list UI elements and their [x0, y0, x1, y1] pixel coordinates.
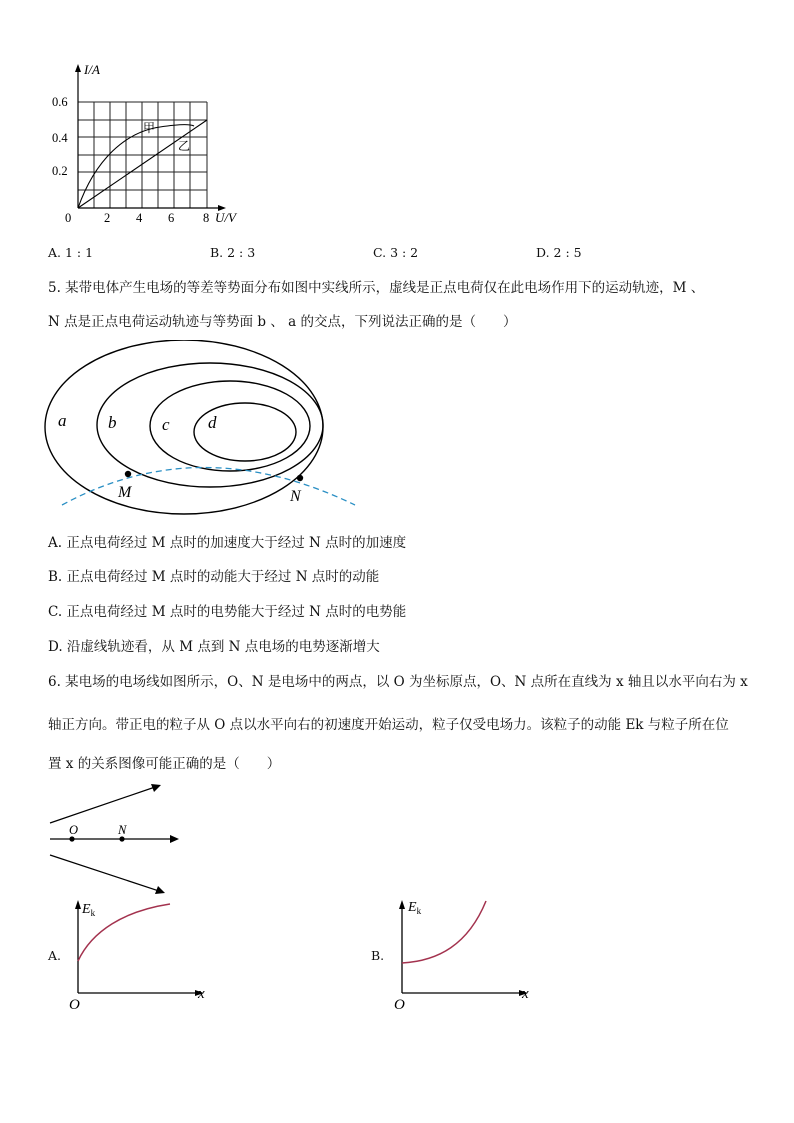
label-b: b — [108, 413, 117, 432]
q5-option-b[interactable]: B. 正点电荷经过 M 点时的动能大于经过 N 点时的动能 — [48, 569, 380, 585]
x-label-a: x — [198, 986, 205, 1002]
curve-label-yi: 乙 — [178, 139, 191, 153]
label-o: O — [69, 823, 79, 837]
equipotential-figure — [40, 340, 380, 520]
q6-stem-line1: 6. 某电场的电场线如图所示，O、N 是电场中的两点，以 O 为坐标原点，O、N 点所在直线为 x 轴且以水平向右为 x — [48, 674, 748, 690]
q5-option-c[interactable]: C. 正点电荷经过 M 点时的电势能大于经过 N 点时的电势能 — [48, 604, 407, 620]
label-m: M — [118, 484, 132, 501]
q5-stem-line1: 5. 某带电体产生电场的等差等势面分布如图中实线所示，虚线是正点电荷仅在此电场作用下的运动轨迹，M 、 — [48, 280, 705, 296]
label-a: a — [58, 411, 67, 430]
point-m — [125, 471, 131, 477]
label-c: c — [162, 415, 170, 434]
label-d: d — [208, 413, 217, 432]
point-o — [69, 836, 74, 841]
option-a[interactable]: A. 1 : 1 — [48, 245, 94, 260]
svg-text:I/A — [83, 62, 100, 77]
y-axis-label: I/A — [84, 62, 100, 77]
option-d[interactable]: D. 2 : 5 — [536, 245, 582, 260]
q6-option-b-label[interactable]: B. — [371, 948, 385, 963]
y-tick: 0.2 — [52, 164, 68, 178]
point-n — [297, 475, 303, 481]
option-b[interactable]: B. 2 : 3 — [210, 245, 256, 260]
surface-a — [45, 340, 323, 514]
surface-c — [150, 381, 310, 471]
label-n-field: N — [118, 823, 127, 837]
graph-a — [62, 895, 222, 1015]
x-tick: 0 — [65, 211, 72, 225]
y-tick: 0.6 — [52, 95, 68, 109]
x-tick: 2 — [104, 211, 111, 225]
iu-graph — [40, 60, 260, 230]
point-n-field — [119, 836, 124, 841]
q6-stem-line2: 轴正方向。带正电的粒子从 O 点以水平向右的初速度开始运动，粒子仅受电场力。该粒子的动能 Ek 与粒子所在位 — [48, 717, 729, 733]
svg-text:Ek: $E_k$ — [408, 900, 422, 916]
origin-a: O — [69, 997, 80, 1013]
q6-stem-line3: 置 x 的关系图像可能正确的是（ ） — [48, 756, 281, 772]
svg-text:Ek: $E_k$ — [82, 902, 96, 918]
q5-stem-line2: N 点是正点电荷运动轨迹与等势面 b 、 a 的交点，下列说法正确的是（ ） — [48, 314, 517, 330]
x-tick: 6 — [168, 211, 175, 225]
graph-b — [388, 895, 548, 1015]
origin-b: O — [394, 997, 405, 1013]
surface-d — [194, 403, 296, 461]
x-label-b: x — [522, 986, 529, 1002]
label-n: N — [290, 488, 301, 505]
curve-label-jia: 甲 — [143, 121, 156, 135]
x-tick: 4 — [136, 211, 143, 225]
y-tick: 0.4 — [52, 131, 68, 145]
q6-option-a-label[interactable]: A. — [48, 948, 62, 963]
field-lines-figure — [40, 778, 190, 898]
x-axis-label: U/V — [215, 210, 236, 225]
x-tick: 8 — [203, 211, 210, 225]
option-c[interactable]: C. 3 : 2 — [373, 245, 419, 260]
q5-option-d[interactable]: D. 沿虚线轨迹看，从 M 点到 N 点电场的电势逐渐增大 — [48, 639, 380, 655]
q5-option-a[interactable]: A. 正点电荷经过 M 点时的加速度大于经过 N 点时的加速度 — [48, 535, 407, 551]
